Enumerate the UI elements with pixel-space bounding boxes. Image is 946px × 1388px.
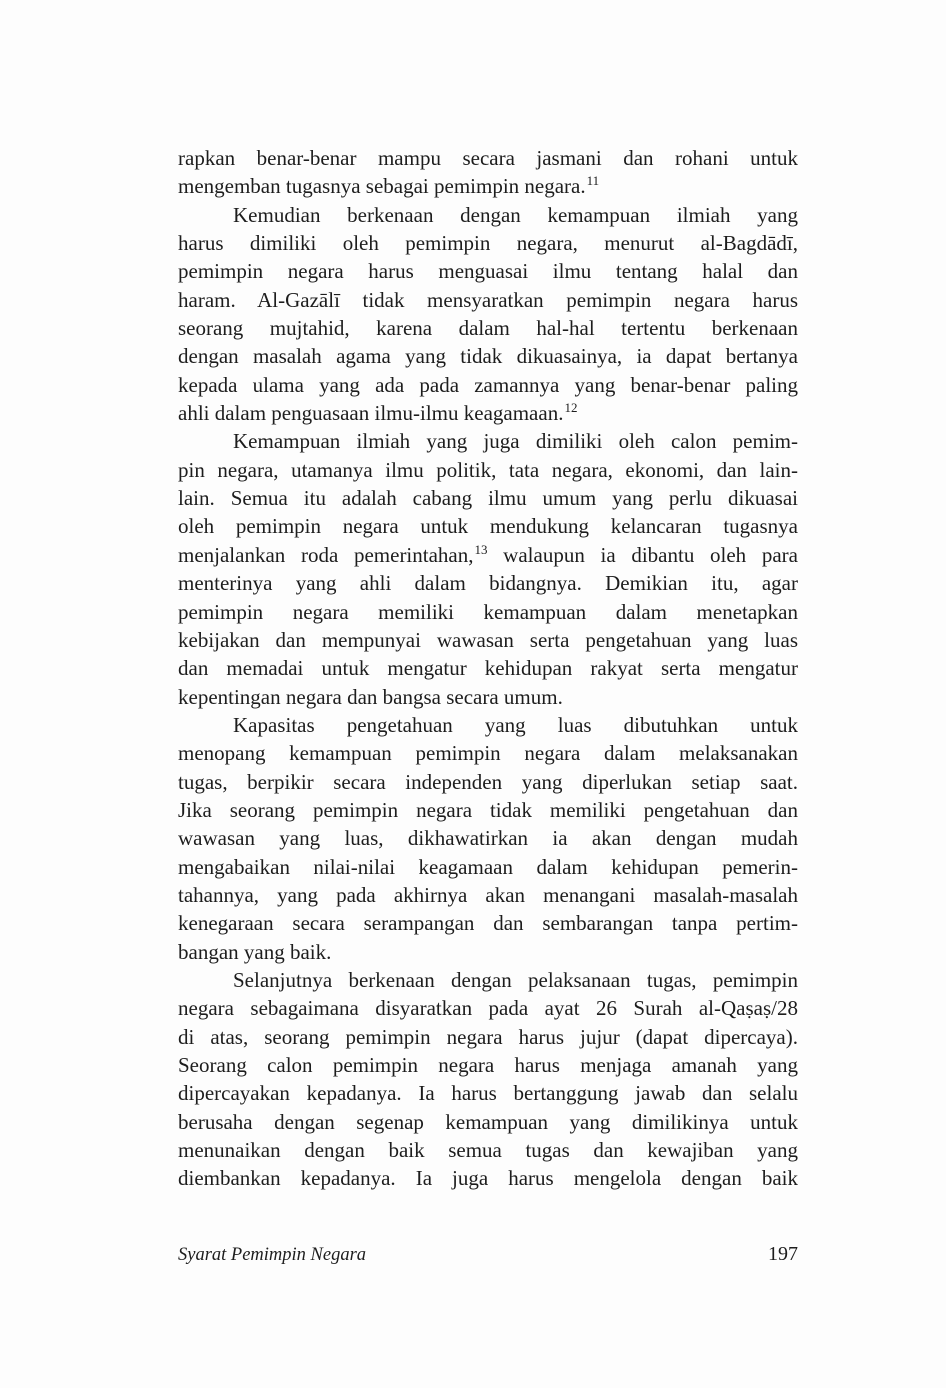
text-line: Kemudian berkenaan dengan kemampuan ilmiah yang xyxy=(233,202,798,227)
text-line: bangan yang baik. xyxy=(178,939,332,964)
text-line: harus dimiliki oleh pemimpin negara, menurut al-Bagdādī, xyxy=(178,231,798,256)
footnote-ref: 11 xyxy=(586,173,600,189)
text-line: mengemban tugasnya sebagai pemimpin negara.$^{11}$ xyxy=(178,173,600,199)
text-line: tugas, berpikir secara independen yang diperlukan setiap saat. xyxy=(178,769,798,794)
text-line: haram. Al-Gazālī tidak mensyaratkan pemimpin negara harus xyxy=(178,287,798,312)
footnote-ref: 13 xyxy=(474,541,488,557)
text-line: kepentingan negara dan bangsa secara umum. xyxy=(178,684,563,709)
text-line: tahannya, yang pada akhirnya akan menangani masalah-masalah xyxy=(178,882,798,907)
text-line: kenegaraan secara serampangan dan sembarangan tanpa pertim- xyxy=(178,911,798,936)
text-line: negara sebagaimana disyaratkan pada ayat 26 Surah al-Qaṣaṣ/28 xyxy=(178,996,798,1021)
text-line: pin negara, utamanya ilmu politik, tata negara, ekonomi, dan lain- xyxy=(178,457,798,482)
text-line: kepada ulama yang ada pada zamannya yang benar-benar paling xyxy=(178,372,798,397)
text-line: pemimpin negara memiliki kemampuan dalam menetapkan xyxy=(178,599,798,624)
text-line: dan memadai untuk mengatur kehidupan rakyat serta mengatur xyxy=(178,656,798,681)
text-line: wawasan yang luas, dikhawatirkan ia akan dengan mudah xyxy=(178,826,798,851)
text-line: kebijakan dan mempunyai wawasan serta pengetahuan yang luas xyxy=(178,627,798,652)
text-line: Seorang calon pemimpin negara harus menjaga amanah yang xyxy=(178,1053,798,1077)
text-line: diembankan kepadanya. Ia juga harus mengelola dengan baik xyxy=(178,1166,798,1191)
text-line: berusaha dengan segenap kemampuan yang dimilikinya untuk xyxy=(178,1109,798,1134)
text-line: dipercayakan kepadanya. Ia harus bertanggung jawab dan selalu xyxy=(178,1081,798,1106)
text-line: Kapasitas pengetahuan yang luas dibutuhkan untuk xyxy=(233,712,798,737)
text-line: seorang mujtahid, karena dalam hal-hal tertentu berkenaan xyxy=(178,316,798,341)
footnote-ref: 12 xyxy=(564,400,578,416)
text-line: Kemampuan ilmiah yang juga dimiliki oleh calon pemim- xyxy=(233,429,798,454)
text-line: dengan masalah agama yang tidak dikuasainya, ia dapat bertanya xyxy=(178,344,798,369)
text-line: pemimpin negara harus menguasai ilmu tentang halal dan xyxy=(178,259,798,284)
text-line: menunaikan dengan baik semua tugas dan kewajiban yang xyxy=(178,1138,798,1163)
text-line: menterinya yang ahli dalam bidangnya. Demikian itu, agar xyxy=(178,571,798,596)
text-line: menopang kemampuan pemimpin negara dalam melaksanakan xyxy=(178,741,798,766)
text-line: Jika seorang pemimpin negara tidak memiliki pengetahuan dan xyxy=(178,797,798,822)
running-title: Syarat Pemimpin Negara xyxy=(178,1245,367,1265)
text-line: mengabaikan nilai-nilai keagamaan dalam kehidupan pemerin- xyxy=(178,854,798,879)
text-line: rapkan benar-benar mampu secara jasmani dan rohani untuk xyxy=(178,146,798,170)
text-line: di atas, seorang pemimpin negara harus jujur (dapat dipercaya). xyxy=(178,1024,798,1049)
text-line: ahli dalam penguasaan ilmu-ilmu keagamaan.$^{12}$ xyxy=(178,400,578,426)
text-line: lain. Semua itu adalah cabang ilmu umum yang perlu dikuasai xyxy=(178,486,798,511)
page-footer xyxy=(178,1243,798,1266)
text-line: Selanjutnya berkenaan dengan pelaksanaan tugas, pemimpin xyxy=(233,967,798,992)
text-line: menjalankan roda pemerintahan,$^{13}$ walaupun ia dibantu oleh para xyxy=(178,541,798,567)
text-line: oleh pemimpin negara untuk mendukung kelancaran tugasnya xyxy=(178,514,798,539)
page-number: 197 xyxy=(768,1243,798,1265)
text-block xyxy=(178,144,798,1193)
